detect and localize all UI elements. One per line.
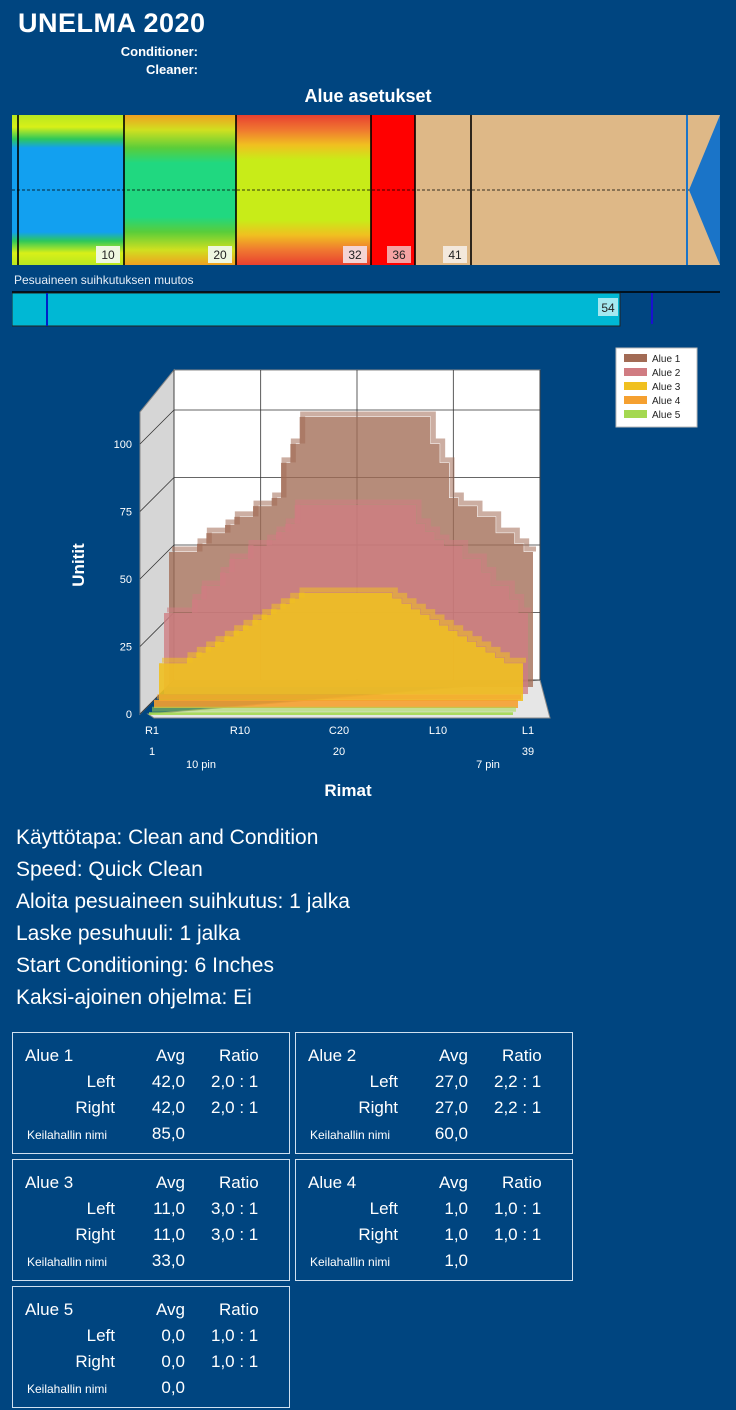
ratio-header: Ratio: [219, 1300, 259, 1319]
zone-stat-box: [12, 1286, 290, 1408]
legend-swatch: [624, 368, 647, 376]
total-label: Keilahallin nimi: [27, 1128, 108, 1142]
zone-name: Alue 4: [308, 1173, 357, 1192]
legend-label: Alue 3: [652, 382, 681, 393]
x-tick-label: R1: [144, 725, 160, 737]
total-label: Keilahallin nimi: [27, 1255, 108, 1269]
zone-stat-box: [12, 1032, 290, 1154]
zone-boundary-4: 36: [392, 248, 406, 262]
start-conditioning-text: Start Conditioning: 6 Inches: [16, 954, 274, 977]
left-label: Left: [86, 1326, 115, 1345]
right-label: Right: [75, 1098, 115, 1117]
zone-settings-title: Alue asetukset: [304, 86, 432, 106]
left-label: Left: [86, 1199, 115, 1218]
right-avg: 1,0: [444, 1225, 468, 1244]
x-tick-sublabel: 1: [148, 746, 156, 758]
left-avg: 0,0: [161, 1326, 185, 1345]
spray-start-text: Aloita pesuaineen suihkutus: 1 jalka: [16, 890, 350, 913]
legend-label: Alue 4: [652, 396, 681, 407]
zone-name: Alue 3: [25, 1173, 74, 1192]
zone-boundary-1: 10: [101, 248, 115, 262]
left-avg: 42,0: [151, 1072, 185, 1091]
spray-fill: [12, 293, 620, 326]
right-avg: 0,0: [161, 1352, 185, 1371]
ratio-header: Ratio: [219, 1173, 259, 1192]
x-tick-label: L10: [428, 725, 448, 737]
zone-boundary-3: 32: [348, 248, 362, 262]
total-value: 1,0: [444, 1251, 468, 1270]
right-ratio: 2,2 : 1: [494, 1098, 542, 1117]
left-ratio: 1,0 : 1: [494, 1199, 542, 1218]
left-ratio: 2,2 : 1: [494, 1072, 542, 1091]
y-tick-label: 25: [119, 641, 132, 654]
zone-stat-box: [12, 1159, 290, 1281]
spray-bar: [12, 291, 720, 327]
x-pin-label: 10 pin: [186, 759, 216, 771]
right-avg: 27,0: [434, 1098, 468, 1117]
app-title: UNELMA 2020: [18, 8, 206, 38]
left-ratio: 3,0 : 1: [211, 1199, 259, 1218]
avg-header: Avg: [439, 1173, 468, 1192]
total-label: Keilahallin nimi: [310, 1128, 391, 1142]
spray-value: 54: [601, 301, 615, 315]
right-label: Right: [358, 1098, 398, 1117]
two-pass-text: Kaksi-ajoinen ohjelma: Ei: [16, 986, 252, 1009]
zone-name: Alue 2: [308, 1046, 357, 1065]
zone-boundary-5: 41: [448, 248, 462, 262]
zone-name: Alue 5: [25, 1300, 74, 1319]
lip-down-text: Laske pesuhuuli: 1 jalka: [16, 922, 241, 945]
series-area-5: [149, 712, 513, 715]
y-tick-label: 50: [119, 574, 132, 586]
x-tick-label: R10: [229, 725, 251, 737]
y-tick-label: 75: [119, 506, 132, 519]
legend-swatch: [624, 396, 647, 404]
total-label: Keilahallin nimi: [27, 1382, 108, 1396]
y-tick-label: 100: [113, 439, 132, 451]
legend-swatch: [624, 410, 647, 418]
lane-zone-bar: [12, 115, 720, 265]
left-ratio: 1,0 : 1: [211, 1326, 259, 1345]
ratio-header: Ratio: [502, 1046, 542, 1065]
legend-swatch: [624, 382, 647, 390]
right-ratio: 1,0 : 1: [494, 1225, 542, 1244]
chart-legend: [616, 348, 697, 427]
x-tick-sublabel: 39: [521, 746, 535, 758]
total-value: 85,0: [151, 1124, 185, 1143]
left-label: Left: [86, 1072, 115, 1091]
right-label: Right: [75, 1225, 115, 1244]
ratio-header: Ratio: [219, 1046, 259, 1065]
left-avg: 11,0: [153, 1199, 185, 1218]
conditioner-label: Conditioner:: [120, 44, 198, 59]
spray-label: Pesuaineen suihkutuksen muutos: [14, 273, 194, 287]
mode-text: Käyttötapa: Clean and Condition: [16, 826, 319, 849]
avg-header: Avg: [156, 1173, 185, 1192]
avg-header: Avg: [156, 1046, 185, 1065]
left-label: Left: [369, 1199, 398, 1218]
legend-label: Alue 5: [652, 410, 681, 421]
legend-label: Alue 2: [652, 368, 681, 379]
left-avg: 1,0: [444, 1199, 468, 1218]
left-ratio: 2,0 : 1: [211, 1072, 259, 1091]
right-ratio: 1,0 : 1: [211, 1352, 259, 1371]
left-label: Left: [369, 1072, 398, 1091]
right-label: Right: [75, 1352, 115, 1371]
legend-swatch: [624, 354, 647, 362]
right-ratio: 2,0 : 1: [211, 1098, 259, 1117]
left-avg: 27,0: [434, 1072, 468, 1091]
x-tick-label: L1: [521, 725, 535, 737]
y-axis-label: Unitit: [69, 543, 88, 587]
total-value: 0,0: [161, 1378, 185, 1397]
zone-name: Alue 1: [25, 1046, 74, 1065]
zone-stat-box: [295, 1159, 573, 1281]
y-tick-label: 0: [125, 709, 132, 721]
x-pin-label: 7 pin: [476, 759, 500, 771]
right-ratio: 3,0 : 1: [211, 1225, 259, 1244]
right-avg: 42,0: [151, 1098, 185, 1117]
speed-text: Speed: Quick Clean: [16, 858, 203, 881]
series-area-4: [154, 700, 518, 708]
x-tick-sublabel: 20: [332, 746, 346, 758]
oil-pattern-chart: [0, 340, 736, 810]
cleaner-label: Cleaner:: [145, 62, 198, 77]
x-tick-label: C20: [328, 725, 350, 737]
avg-header: Avg: [156, 1300, 185, 1319]
ratio-header: Ratio: [502, 1173, 542, 1192]
x-axis-label: Rimat: [324, 781, 372, 800]
avg-header: Avg: [439, 1046, 468, 1065]
legend-label: Alue 1: [652, 354, 681, 365]
total-label: Keilahallin nimi: [310, 1255, 391, 1269]
total-value: 33,0: [151, 1251, 185, 1270]
zone-stat-box: [295, 1032, 573, 1154]
right-label: Right: [358, 1225, 398, 1244]
right-avg: 11,0: [153, 1225, 185, 1244]
total-value: 60,0: [434, 1124, 468, 1143]
zone-boundary-2: 20: [213, 248, 227, 262]
